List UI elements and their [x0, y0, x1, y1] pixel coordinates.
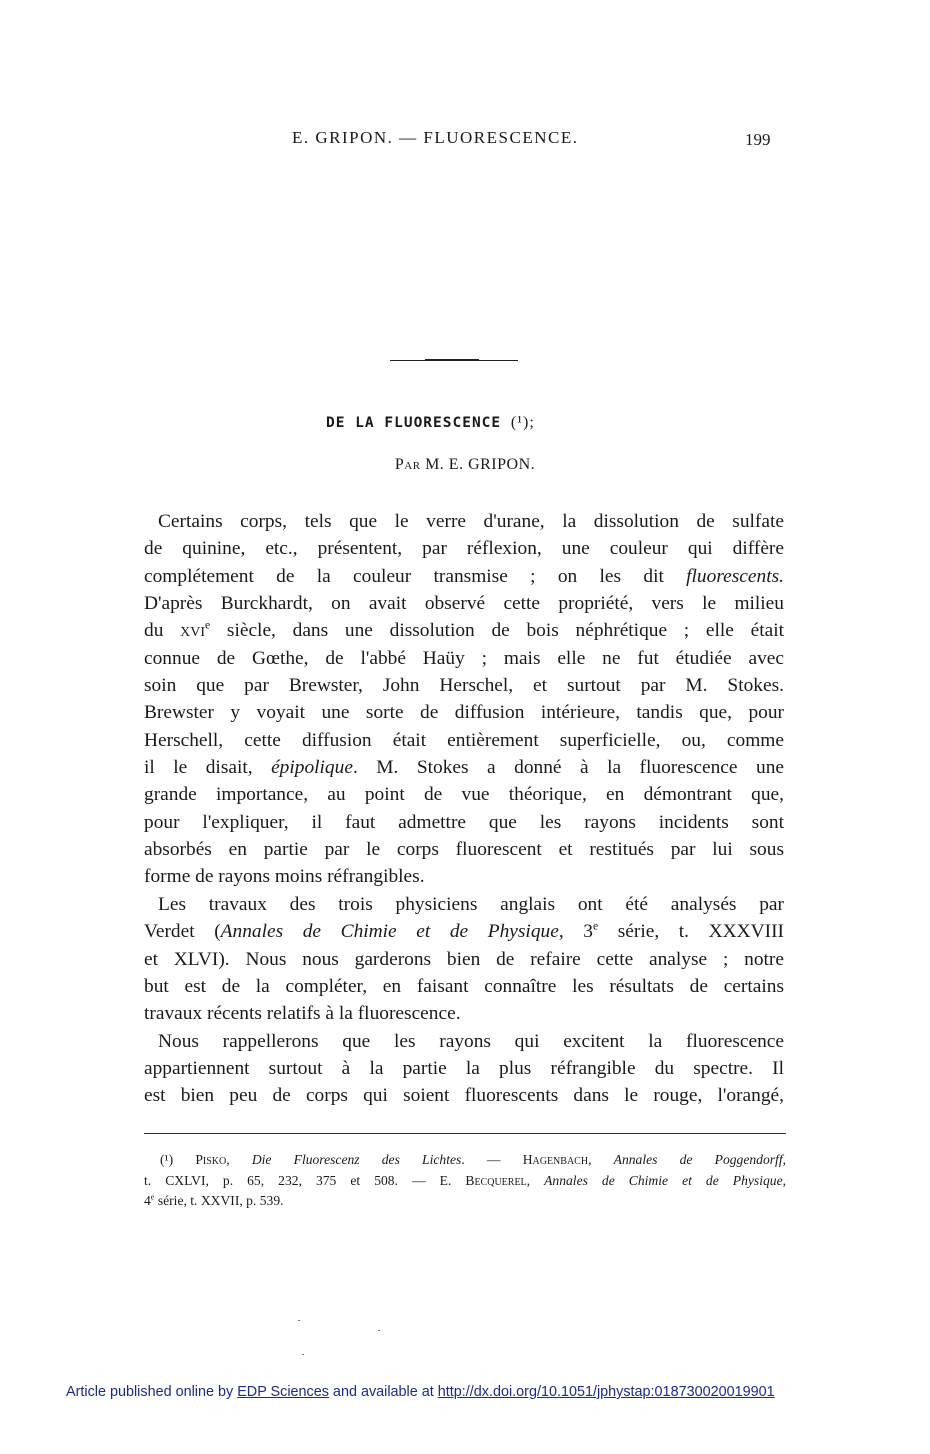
article-title-text: DE LA FLUORESCENCE	[326, 415, 502, 431]
footnote-line: t. CXLVI, p. 65, 232, 375 et 508. — E. Becquerel, Annales de Chimie et de Physique,	[144, 1172, 787, 1188]
article-body	[144, 508, 784, 1110]
title-footnote-marker: (¹);	[510, 414, 535, 431]
term-fluorescents: fluorescents.	[686, 565, 784, 587]
title-rule-center	[425, 359, 479, 361]
text-line: Brewster y voyait une sorte de diffusion intérieure, tandis que, pour	[144, 702, 784, 724]
publisher-prefix: Article published online by	[66, 1384, 238, 1400]
text-line: est bien peu de corps qui soient fluorescents dans le rouge, l'orangé,	[144, 1085, 784, 1107]
text-line: du xvi$^e$ siècle, dans une dissolution de bois néphrétique ; elle était	[144, 618, 784, 642]
author-line	[0, 456, 930, 474]
text-line: but est de la compléter, en faisant connaître les résultats de certains	[144, 975, 784, 997]
footnote-line: (¹) Pisko, Die Fluorescenz des Lichtes. — Hagenbach, Annales de Poggendorff,	[160, 1152, 787, 1167]
publisher-line	[66, 1384, 775, 1400]
footnote-line: 4e série, t. XXVII, p. 539.	[144, 1192, 284, 1208]
text-line: appartiennent surtout à la partie la plus réfrangible du spectre. Il	[144, 1057, 784, 1079]
text-line: Verdet (Annales de Chimie et de Physique, 3e série, t. XXXVIII	[144, 919, 784, 943]
text-line: grande importance, au point de vue théorique, en démontrant que,	[144, 784, 784, 806]
text-line: travaux récents relatifs à la fluorescence.	[144, 1003, 461, 1025]
text-line: de quinine, etc., présentent, par réflexion, une couleur qui diffère	[144, 538, 784, 560]
author-name: M. E. GRIPON.	[425, 456, 536, 473]
text-line: forme de rayons moins réfrangibles.	[144, 866, 425, 888]
text-line: il le disait, épipolique. M. Stokes a donné à la fluorescence une	[144, 757, 784, 779]
century: xvi	[180, 620, 206, 642]
text-line: soin que par Brewster, John Herschel, et surtout par M. Stokes.	[144, 675, 784, 697]
text-line: D'après Burckhardt, on avait observé cette propriété, vers le milieu	[144, 593, 784, 615]
term-epipolique: épipolique	[271, 757, 353, 779]
edp-sciences-link[interactable]: EDP Sciences	[237, 1384, 329, 1400]
text-line: Les travaux des trois physiciens anglais ont été analysés par	[158, 893, 784, 915]
doi-link[interactable]: http://dx.doi.org/10.1051/jphystap:018730020019901	[437, 1384, 775, 1400]
paragraph-3	[144, 1028, 784, 1110]
text-line: Certains corps, tels que le verre d'urane, la dissolution de sulfate	[158, 511, 784, 532]
footnote-marker: (¹)	[160, 1152, 174, 1167]
text-line: absorbés en partie par le corps fluorescent et restitués par lui sous	[144, 839, 784, 861]
running-head	[0, 128, 930, 158]
journal-title: Annales de Chimie et de Physique	[220, 921, 559, 943]
author-prefix: Par	[394, 456, 421, 473]
paragraph-2	[144, 891, 784, 1028]
publisher-middle: and available at	[328, 1384, 438, 1400]
text-line: connue de Gœthe, de l'abbé Haüy ; mais elle ne fut étudiée avec	[144, 647, 784, 669]
footnote	[144, 1150, 786, 1212]
footnote-rule	[144, 1133, 786, 1134]
text-line: et XLVI). Nous nous garderons bien de refaire cette analyse ; notre	[144, 948, 784, 970]
scan-specks	[298, 1320, 388, 1360]
paragraph-1	[144, 508, 784, 891]
page-number: 199	[745, 130, 771, 149]
text-line: pour l'expliquer, il faut admettre que les rayons incidents sont	[144, 811, 784, 833]
text-line: Herschell, cette diffusion était entièrement superficielle, ou, comme	[144, 729, 784, 751]
running-title: E. GRIPON. — FLUORESCENCE.	[292, 128, 579, 147]
text-line: complétement de la couleur transmise ; on les dit fluorescents.	[144, 565, 784, 587]
text-line: Nous rappellerons que les rayons qui excitent la fluorescence	[158, 1030, 784, 1052]
